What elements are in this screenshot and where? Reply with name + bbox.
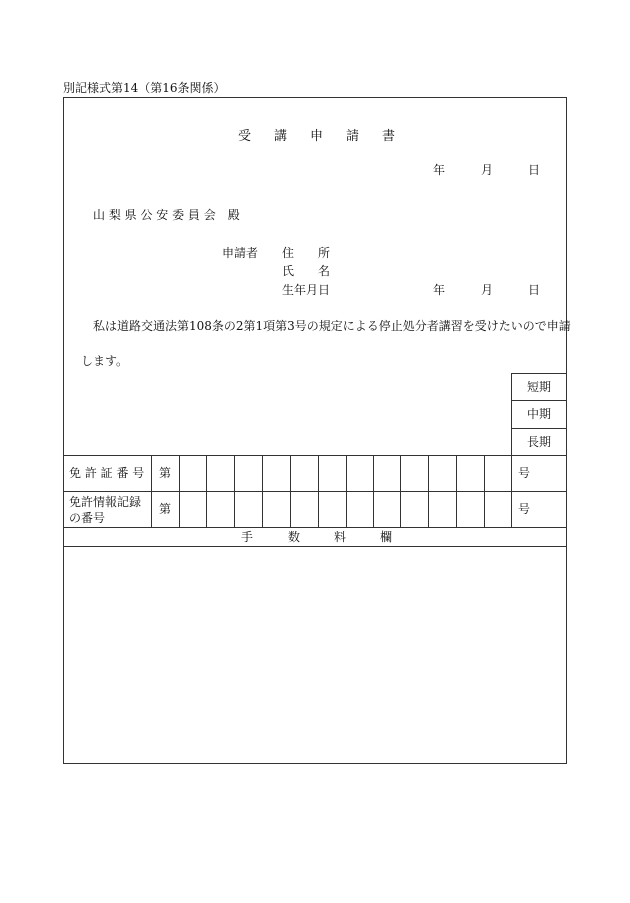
license-info-suffix: 号 bbox=[518, 502, 531, 516]
license-info-label-1: 免許情報記録 bbox=[69, 495, 142, 509]
addressee: 山 梨 県 公 安 委 員 会 殿 bbox=[93, 208, 240, 222]
birthdate-label: 生年月日 bbox=[282, 283, 331, 297]
statement-line-1: 私は道路交通法第108条の2第1項第3号の規定による停止処分者講習を受けたいので申請 bbox=[93, 319, 571, 333]
license-info-label-2: の番号 bbox=[69, 511, 106, 525]
course-short[interactable]: 短期 bbox=[527, 380, 552, 394]
form-number: 別記様式第14（第16条関係） bbox=[63, 81, 226, 95]
date-day: 日 bbox=[528, 163, 541, 177]
license-info-prefix: 第 bbox=[159, 502, 172, 516]
date-month: 月 bbox=[481, 163, 494, 177]
course-long[interactable]: 長期 bbox=[527, 435, 552, 449]
birth-month: 月 bbox=[481, 283, 494, 297]
title-char: 講 bbox=[274, 129, 288, 144]
name-label: 氏 名 bbox=[282, 264, 331, 278]
fee-header-char: 欄 bbox=[380, 530, 393, 544]
course-mid[interactable]: 中期 bbox=[527, 407, 552, 421]
statement-line-2: します。 bbox=[81, 354, 129, 368]
fee-stamp-area bbox=[64, 547, 566, 763]
title-char: 書 bbox=[382, 129, 396, 144]
applicant-label: 申請者 bbox=[222, 246, 259, 260]
title-char: 申 bbox=[310, 129, 324, 144]
address-label: 住 所 bbox=[282, 246, 331, 260]
fee-header-char: 数 bbox=[288, 530, 301, 544]
title-char: 受 bbox=[238, 129, 252, 144]
title-char: 請 bbox=[346, 129, 360, 144]
birth-year: 年 bbox=[433, 283, 446, 297]
fee-header-char: 料 bbox=[334, 530, 347, 544]
license-number-suffix: 号 bbox=[518, 466, 531, 480]
date-year: 年 bbox=[433, 163, 446, 177]
license-number-prefix: 第 bbox=[159, 466, 172, 480]
birth-day: 日 bbox=[528, 283, 541, 297]
fee-header-char: 手 bbox=[241, 530, 254, 544]
license-number-label: 免 許 証 番 号 bbox=[69, 466, 145, 480]
